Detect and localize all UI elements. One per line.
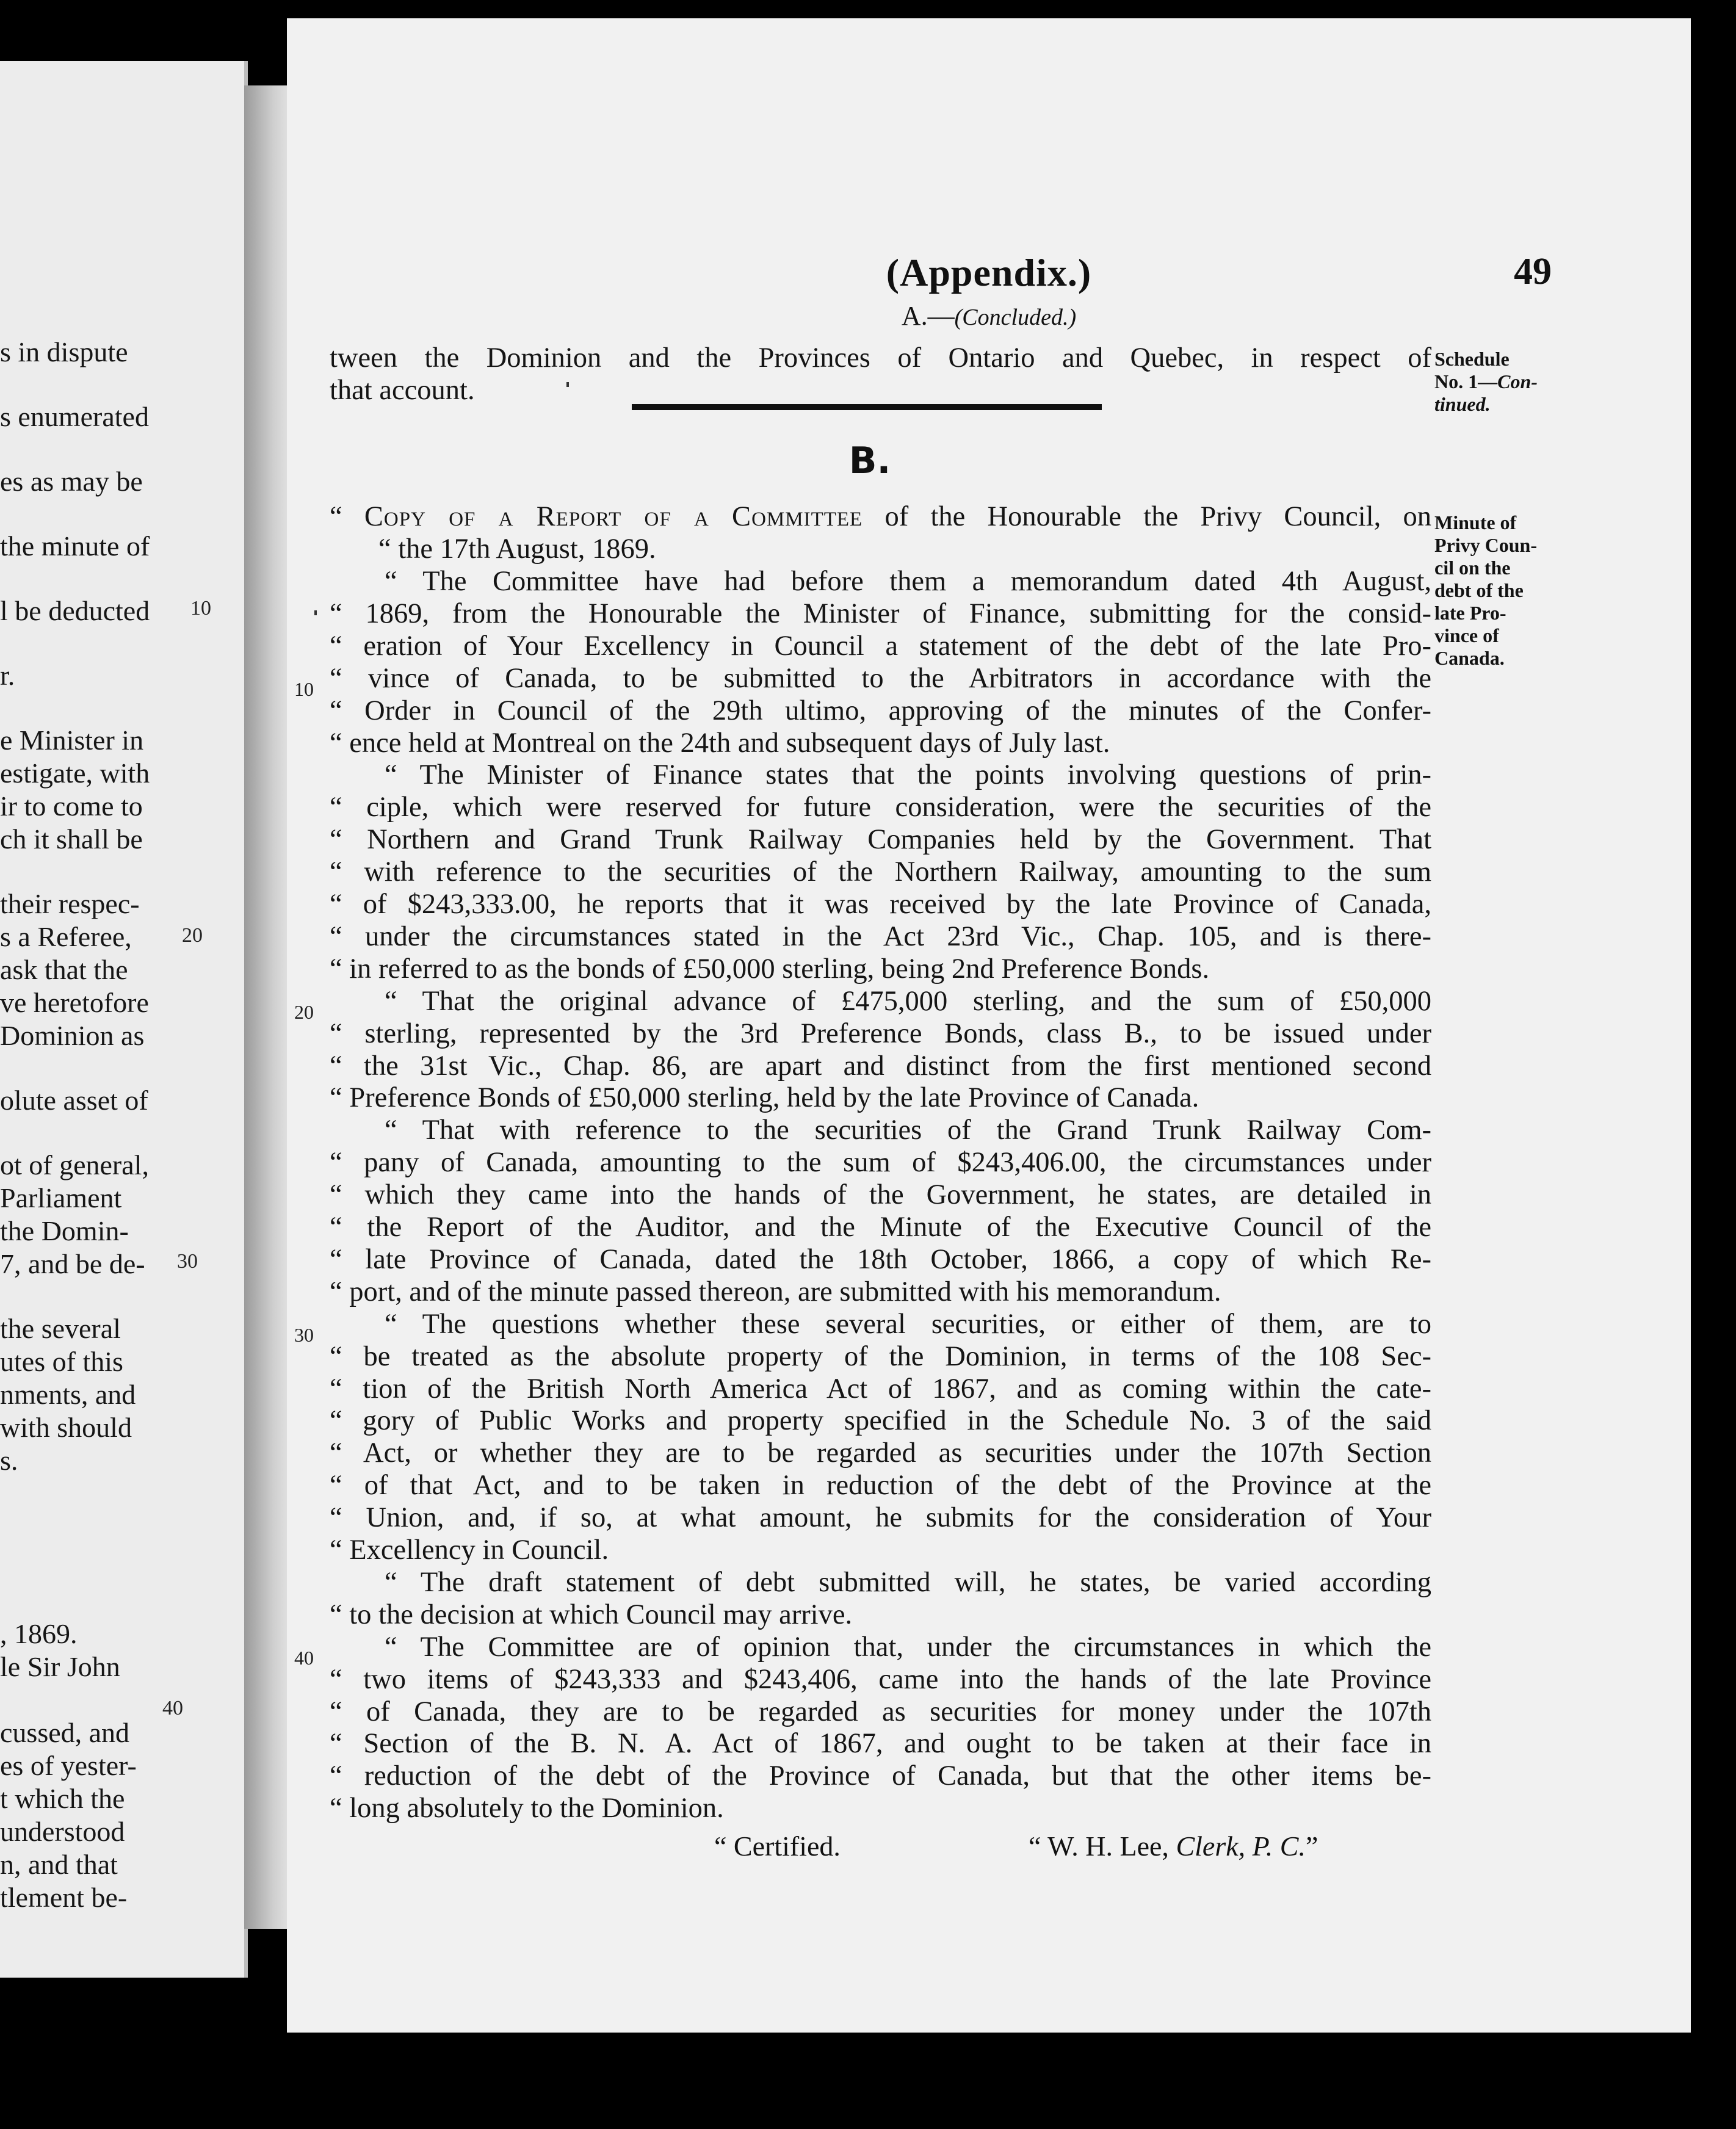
body-line-text: “ Act, or whether they are to be regarded as securities under the 107th Section [330,1437,1431,1469]
report-title-rest: of the Honourable the Privy Council, on [863,501,1432,532]
margin-note-part: Con- [1497,370,1538,392]
body-line [330,727,1431,759]
facing-line: utes of this [0,1346,123,1377]
body-line-text: “ The Committee have had before them a memorandum dated 4th August, [385,566,1431,597]
report-heading [330,501,1431,533]
facing-line: with should [0,1412,132,1443]
body-line-text: “ the 31st Vic., Chap. 86, are apart and distinct from the first mentioned second [330,1050,1431,1082]
facing-page [0,61,248,1978]
facing-line: cussed, and [0,1717,130,1748]
margin-note-line: Privy Coun- [1434,534,1537,556]
body-line [330,1404,1431,1437]
body-line [330,1373,1431,1405]
facing-line: olute asset of [0,1085,148,1116]
body-line [385,1631,1431,1663]
line-number: 10 [294,678,314,700]
margin-note-line: Canada. [1434,647,1505,669]
body-line-text: “ Order in Council of the 29th ultimo, approving of the minutes of the Confer- [330,695,1431,726]
body-line-text: “ The Minister of Finance states that the points involving questions of prin- [385,759,1431,791]
body-line-text: “ vince of Canada, to be submitted to the Arbitrators in accordance with the [330,662,1431,694]
body-line-text: “ of that Act, and to be taken in reduction of the debt of the Province at the [330,1470,1431,1502]
section-heading: B. [848,439,891,482]
margin-note-part: No. 1— [1434,370,1498,392]
body-line [330,1792,1431,1824]
body-line-text: “ The questions whether these several securities, or either of them, are to [385,1308,1431,1340]
body-line-text: “ to the decision at which Council may arrive. [330,1599,853,1630]
certified-text: “ Certified. [714,1831,841,1862]
body-line-text: “ tion of the British North America Act of 1867, and as coming within the cate- [330,1373,1431,1404]
body-line [330,823,1431,856]
main-page [287,18,1691,2033]
section-divider [632,404,1102,410]
facing-line: es of yester- [0,1750,137,1781]
body-line [330,1211,1431,1243]
body-line [385,1308,1431,1340]
margin-note-line: Minute of [1434,511,1517,533]
body-line [330,1179,1431,1211]
body-line [330,856,1431,888]
body-line-text: “ gory of Public Works and property specified in the Schedule No. 3 of the said [330,1405,1431,1437]
subtitle-concluded: (Concluded.) [954,305,1077,330]
page-number: 49 [1514,251,1552,292]
body-line-text: “ 1869, from the Honourable the Minister of Finance, submitting for the consid- [330,598,1431,629]
facing-line: l be deducted [0,595,150,626]
body-line-text: “ That the original advance of £475,000 sterling, and the sum of £50,000 [385,985,1431,1017]
page-header [287,250,1691,336]
facing-line-number: 10 [190,597,211,620]
body-line [385,1566,1431,1599]
margin-note-line: debt of the [1434,579,1524,601]
body-line-text: “ Northern and Grand Trunk Railway Companies held by the Government. That [330,824,1431,856]
facing-line: ve heretofore [0,987,149,1018]
facing-line: Dominion as [0,1020,145,1051]
margin-note-line: vince of [1434,624,1499,646]
facing-line: the minute of [0,530,150,562]
body-line [330,662,1431,695]
body-line-text: “ long absolutely to the Dominion. [330,1793,724,1824]
margin-note-line: late Pro- [1434,602,1506,624]
facing-line: s. [0,1445,18,1476]
intro-line: tween the Dominion and the Provinces of Ontario and Quebec, in respect of [330,342,1431,374]
margin-note-minute [1434,511,1575,670]
body-line-text: “ reduction of the debt of the Province of Canada, but that the other items be- [330,1760,1431,1792]
page-gutter [244,85,293,1929]
signatory [1029,1830,1318,1863]
body-line [330,888,1431,920]
body-line [330,920,1431,953]
body-line-text: “ late Province of Canada, dated the 18th October, 1866, a copy of which Re- [330,1243,1431,1275]
line-number: 40 [294,1647,314,1669]
body-line [330,791,1431,823]
facing-line: estigate, with [0,757,150,789]
body-line-text: “ the Report of the Auditor, and the Minute of the Executive Council of the [330,1212,1431,1243]
body-line-text: “ The draft statement of debt submitted will, he states, be varied according [385,1566,1431,1598]
body-line [330,1599,1431,1631]
body-line [385,565,1431,598]
body-line [330,1696,1431,1728]
line-number: 30 [294,1324,314,1346]
body-line-text: “ eration of Your Excellency in Council a statement of the debt of the late Pro- [330,630,1431,662]
facing-line: e Minister in [0,725,144,756]
running-title: (Appendix.) [886,251,1092,294]
margin-note-line [1434,370,1575,393]
body-line-text: “ Section of the B. N. A. Act of 1867, and ought to be taken at their face in [330,1728,1431,1760]
body-line [385,985,1431,1018]
quote-mark: “ [330,501,364,532]
body-line-text: “ of $243,333.00, he reports that it was received by the late Province of Canada, [330,889,1431,920]
facing-line: Parliament [0,1182,122,1213]
body-line [330,630,1431,662]
facing-line: n, and that [0,1849,118,1880]
facing-line: s a Referee, [0,921,132,952]
body-line [330,1727,1431,1760]
body-line-text: “ Union, and, if so, at what amount, he submits for the consideration of Your [330,1502,1431,1534]
body-line-text: “ under the circumstances stated in the Act 23rd Vic., Chap. 105, and is there- [330,920,1431,952]
facing-line: r. [0,660,15,691]
signatory-title: Clerk, P. C. [1176,1831,1306,1862]
facing-line: understood [0,1816,125,1847]
body-line-text: “ sterling, represented by the 3rd Preference Bonds, class B., to be issued under [330,1018,1431,1049]
facing-line: 7, and be de- [0,1248,145,1279]
body-line-text: “ which they came into the hands of the Government, he states, are detailed in [330,1179,1431,1211]
margin-note-line: Schedule [1434,348,1510,370]
body-line [330,598,1431,630]
facing-line-number: 20 [182,924,203,947]
facing-line: s enumerated [0,401,149,432]
facing-line: ask that the [0,954,128,985]
body-line [330,1243,1431,1276]
closing-quote: ” [1306,1831,1318,1862]
margin-note-line: tinued. [1434,393,1491,415]
facing-line-number: 40 [162,1697,183,1719]
body-line [385,759,1431,791]
facing-line: , 1869. [0,1618,78,1649]
body-line-text: “ be treated as the absolute property of the Dominion, in terms of the 108 Sec- [330,1340,1431,1372]
report-title: Copy of a Report of a Committee [364,501,863,532]
subtitle-letter: A.— [901,301,955,331]
body-line-text: “ The Committee are of opinion that, under the circumstances in which the [385,1631,1431,1663]
appendix-subtitle [836,300,1141,331]
body-line-text: “ That with reference to the securities of the Grand Trunk Railway Com- [385,1115,1431,1146]
facing-line: s in dispute [0,336,128,367]
body-line-text: “ pany of Canada, amounting to the sum of $243,406.00, the circumstances under [330,1147,1431,1179]
body-line-text: “ Excellency in Council. [330,1534,609,1566]
report-heading-date [378,533,989,565]
body-line [330,1760,1431,1792]
facing-line: their respec- [0,888,140,919]
facing-line: tlement be- [0,1882,128,1913]
margin-note-schedule [1434,348,1575,416]
body-line-text: “ ciple, which were reserved for future consideration, were the securities of the [330,792,1431,823]
body-line-text: “ two items of $243,333 and $243,406, came into the hands of the late Province [330,1663,1431,1695]
body-line [330,953,1431,985]
facing-line: le Sir John [0,1651,120,1682]
margin-note-line: cil on the [1434,557,1511,579]
body-line [330,1663,1431,1696]
signatory-name: “ W. H. Lee, [1029,1831,1169,1862]
body-line [330,1276,1431,1308]
facing-line: ir to come to [0,790,143,822]
body-line-text: “ with reference to the securities of the Northern Railway, amounting to the sum [330,856,1431,888]
body-line [330,1340,1431,1373]
intro-line: that account. [330,375,475,406]
body-line [330,1534,1431,1566]
facing-line: the Domin- [0,1215,129,1246]
report-heading-line: “ the 17th August, 1869. [378,533,656,565]
print-speck [314,610,317,615]
body-line [330,1082,1431,1114]
intro-text-end [330,374,1431,407]
body-line-text: “ of Canada, they are to be regarded as securities for money under the 107th [330,1696,1431,1727]
body-line-text: “ in referred to as the bonds of £50,000 sterling, being 2nd Preference Bonds. [330,953,1210,985]
facing-line: es as may be [0,466,143,497]
body-line [330,1437,1431,1469]
line-number: 20 [294,1001,314,1023]
body-line [330,1050,1431,1082]
facing-line: ch it shall be [0,823,143,855]
body-line-text: “ ence held at Montreal on the 24th and subsequent days of July last. [330,727,1110,759]
body-line-text: “ Preference Bonds of £50,000 sterling, held by the late Province of Canada. [330,1082,1199,1114]
body-line [330,695,1431,727]
body-line [330,1018,1431,1050]
facing-line: t which the [0,1783,125,1814]
body-line-text: “ port, and of the minute passed thereon, are submitted with his memorandum. [330,1276,1221,1307]
facing-line: nments, and [0,1379,136,1410]
body-line [330,1469,1431,1502]
facing-line-number: 30 [177,1250,198,1273]
report-heading-line [330,501,1431,533]
body-line [385,1114,1431,1146]
body-line [330,1502,1431,1534]
facing-line: ot of general, [0,1149,149,1180]
body-line [330,1146,1431,1179]
intro-text [330,342,1431,374]
print-speck [566,382,569,387]
facing-line: the several [0,1313,121,1344]
